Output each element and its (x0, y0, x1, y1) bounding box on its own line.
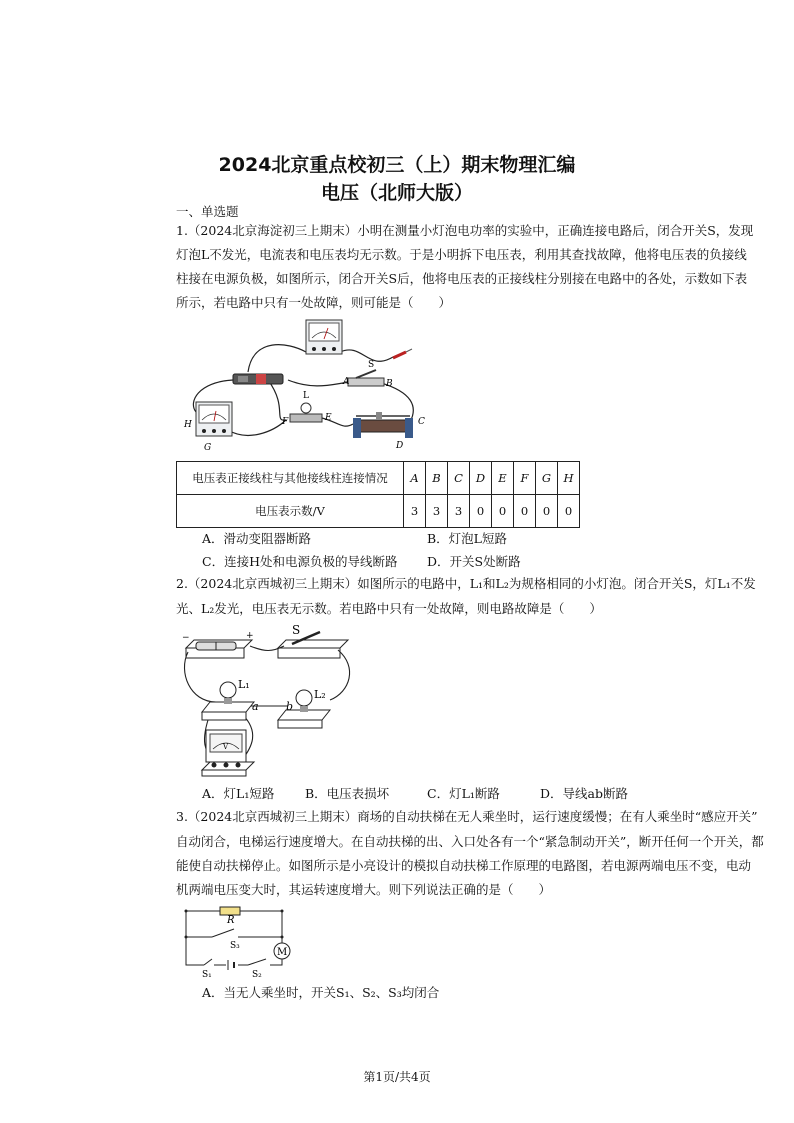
top-voltmeter (306, 320, 342, 354)
page-footer: 第1页/共4页 (363, 1070, 431, 1084)
table-col-header: E (492, 462, 514, 495)
q2-option-d: D．导线ab断路 (540, 786, 628, 801)
label-L2: L₂ (314, 688, 326, 701)
table-col-header: G (536, 462, 558, 495)
table-cell: 0 (492, 495, 514, 528)
q2-option-a: A．灯L₁短路 (202, 786, 275, 801)
q1-circuit-figure (178, 312, 440, 454)
document-title: 2024北京重点校初三（上）期末物理汇编 (218, 154, 576, 176)
q1-option-a: A．滑动变阻器断路 (202, 531, 312, 546)
q3-text-line: 能使自动扶梯停止。如图所示是小亮设计的模拟自动扶梯工作原理的电路图，若电源两端电压不变，电动 (176, 858, 752, 873)
table-cell: 3 (426, 495, 448, 528)
section-heading: 一、单选题 (176, 204, 239, 219)
table-col-header: H (558, 462, 580, 495)
q2-text-line: 2.（2024北京西城初三上期末）如图所示的电路中，L₁和L₂为规格相同的小灯泡。闭合开关S，灯L₁不发 (176, 576, 756, 591)
label-B: B (386, 379, 393, 389)
svg-text:−: − (182, 633, 190, 643)
switch-s (342, 360, 393, 389)
q1-text-line: 1.（2024北京海淀初三上期末）小明在测量小灯泡电功率的实验中，正确连接电路后，闭合开关S，发现 (176, 223, 754, 238)
label-S1: S₁ (202, 970, 212, 979)
label-G: G (204, 443, 212, 453)
table-cell: 0 (514, 495, 536, 528)
label-F: F (282, 417, 289, 427)
table-cell: 0 (558, 495, 580, 528)
battery (233, 374, 283, 384)
q2-circuit-figure (180, 622, 352, 778)
label-A: A (343, 377, 350, 387)
table-row (177, 495, 580, 528)
label-a: a (252, 700, 259, 713)
q1-option-d: D．开关S处断路 (427, 554, 521, 569)
q1-text-line: 柱接在电源负极，如图所示，闭合开关S后，他将电压表的正接线柱分别接在电路中的各处，示数如下表 (176, 271, 748, 286)
label-D: D (396, 441, 404, 451)
label-S3: S₃ (230, 941, 240, 951)
table-cell: 3 (448, 495, 470, 528)
q3-circuit-figure (182, 903, 294, 979)
label-H: H (184, 420, 192, 430)
q1-voltage-table (176, 461, 580, 528)
q3-text-line: 机两端电压变大时，其运转速度增大。则下列说法正确的是（ ） (176, 882, 552, 897)
table-cell: 0 (470, 495, 492, 528)
table-col-header: C (448, 462, 470, 495)
lamp-l (281, 391, 332, 427)
q1-option-c: C．连接H处和电源负极的导线断路 (202, 554, 398, 569)
table-col-header: B (426, 462, 448, 495)
q1-text-line: 所示，若电路中只有一处故障，则可能是（ ） (176, 295, 452, 310)
table-cell: 3 (404, 495, 426, 528)
table-cell: 0 (536, 495, 558, 528)
table-header-label: 电压表正接线柱与其他接线柱连接情况 (177, 462, 404, 495)
label-S: S (368, 360, 375, 370)
rheostat (353, 412, 425, 451)
label-R: R (227, 915, 235, 926)
q3-option-a: A．当无人乘坐时，开关S₁、S₂、S₃均闭合 (202, 985, 440, 1000)
label-M: M (277, 947, 288, 958)
label-L: L (303, 391, 309, 401)
document-subtitle: 电压（北师大版） (320, 182, 473, 204)
q2-option-b: B．电压表损坏 (305, 786, 390, 801)
left-voltmeter (183, 402, 232, 453)
q2-option-c: C．灯L₁断路 (427, 786, 500, 801)
table-row-label: 电压表示数/V (177, 495, 404, 528)
q2-text-line: 光、L₂发光，电压表无示数。若电路中只有一处故障，则电路故障是（ ） (176, 601, 602, 616)
label-E: E (325, 413, 332, 423)
table-col-header: A (404, 462, 426, 495)
table-col-header: D (470, 462, 492, 495)
label-L1: L₁ (238, 678, 250, 691)
label-S: S (292, 623, 301, 637)
q1-text-line: 灯泡L不发光，电流表和电压表均无示数。于是小明拆下电压表，利用其查找故障，他将电压表的负接线 (176, 247, 747, 262)
q3-text-line: 自动闭合，电梯运行速度增大。在自动扶梯的出、入口处各有一个“紧急制动开关”，断开任何一个开关，都 (176, 834, 764, 849)
label-S2: S₂ (252, 970, 262, 979)
table-col-header: F (514, 462, 536, 495)
svg-text:+: + (246, 631, 254, 641)
label-b: b (286, 700, 294, 713)
voltmeter-probe (393, 349, 412, 358)
q1-option-b: B．灯泡L短路 (427, 531, 507, 546)
svg-text:V: V (223, 743, 229, 751)
label-C: C (418, 417, 425, 427)
table-header-row (177, 462, 580, 495)
q3-text-line: 3.（2024北京西城初三上期末）商场的自动扶梯在无人乘坐时，运行速度缓慢；在有人乘坐时“感应开关” (176, 809, 758, 824)
